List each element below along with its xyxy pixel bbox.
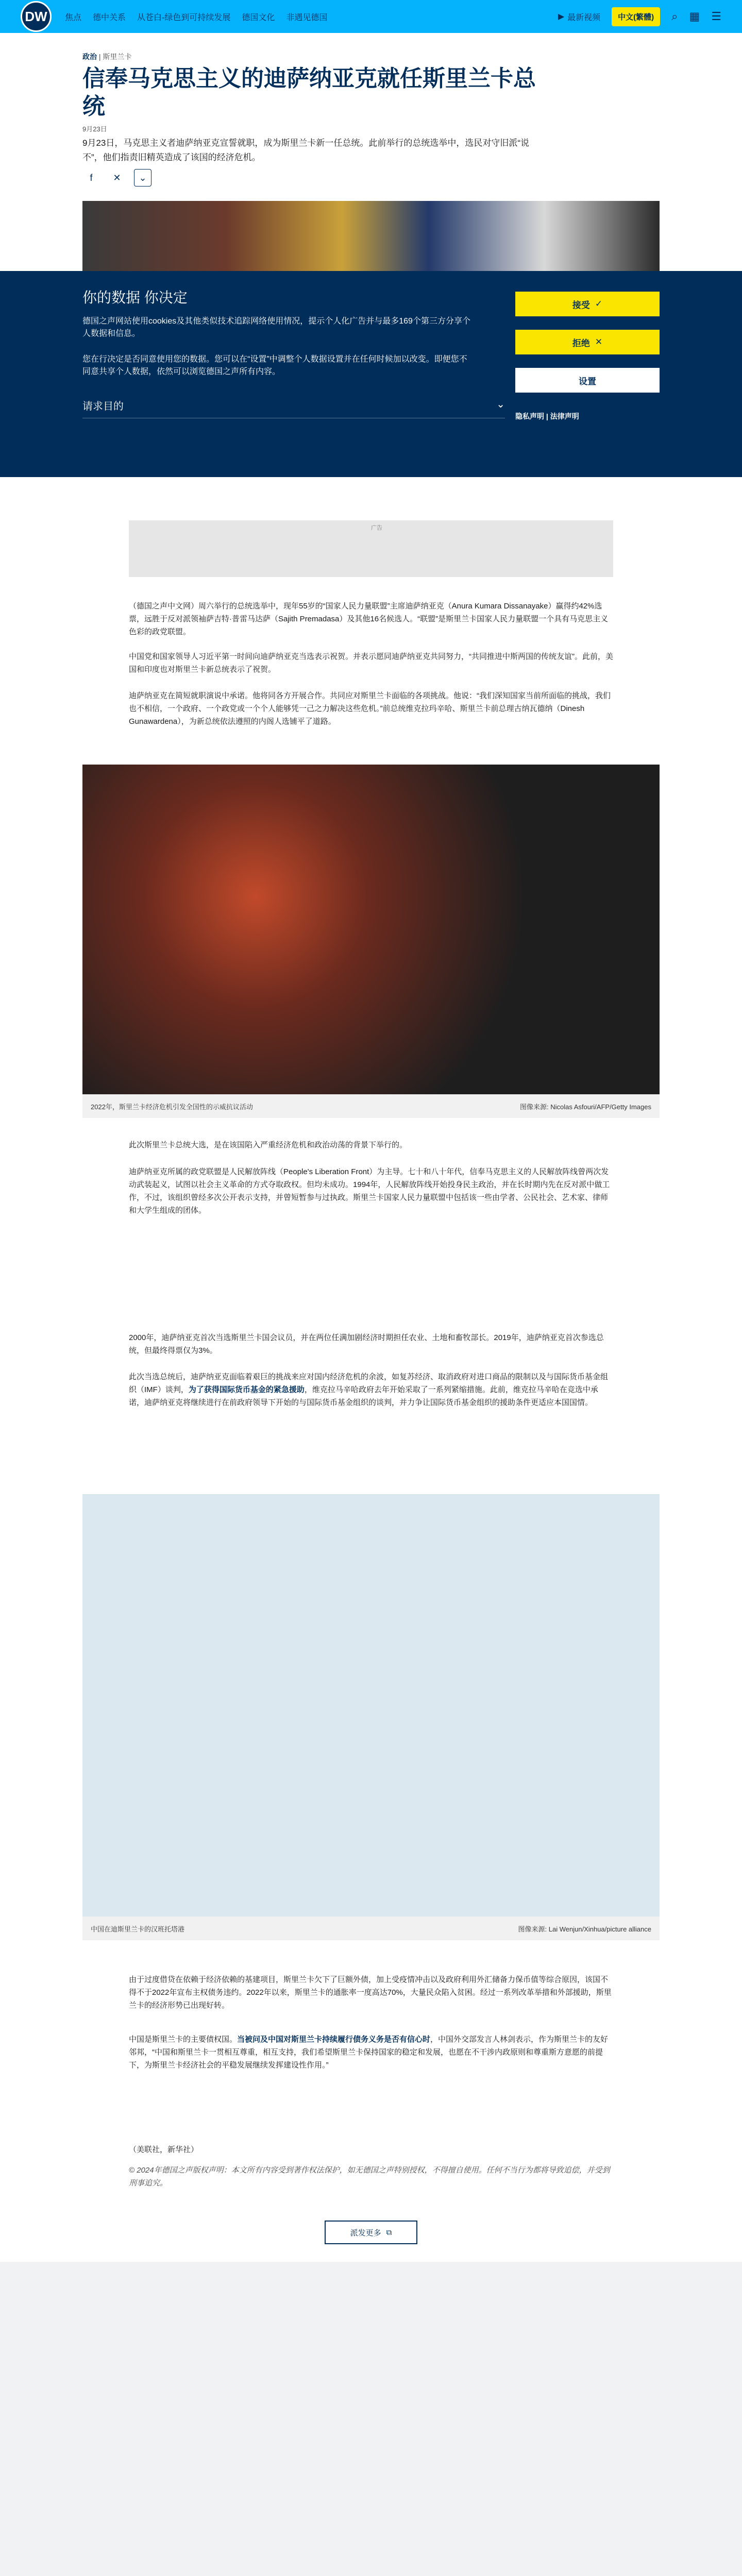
article-title: 信奉马克思主义的迪萨纳亚克就任斯里兰卡总统 [82,65,536,120]
privacy-links[interactable]: 隐私声明 | 法律声明 [515,412,579,420]
search-icon[interactable]: ⌕ [671,10,678,23]
article-date: 9月23日 [82,125,107,133]
nav-item-germany[interactable]: 非遇见德国 [286,13,328,22]
china-debt-link[interactable]: 当被问及中国对斯里兰卡持续履行债务义务是否有信心时 [237,2035,431,2044]
chevron-down-icon[interactable]: ⌄ [134,169,151,187]
cookie-consent-banner [0,271,742,477]
embedded-media[interactable] [82,1494,660,1917]
kicker-separator: | [98,53,103,61]
accept-label: 接受 [572,300,590,310]
article-kicker [82,52,131,62]
copy-icon: ⧉ [386,2228,392,2237]
paragraph-5: 迪萨纳亚克所属的政党联盟是人民解放阵线（People's Liberation Front）为主导。七十和八十年代，信奉马克思主义的人民解放阵线曾两次发动武装起义，试图以社会主义革命的方式夺取政权。但均未成功。1994年，人民解放阵线开始投身民主政治，并在长时期内先在反对派中做工作，不过，该组织曾经多次公开表示支持，并曾短暂参与过执政。斯里兰卡国家人民力量联盟中包括该一些由学者、公民社会、艺术家、律师和大学生组成的团体。 [129,1167,610,1215]
kicker-category[interactable]: 政治 [82,53,97,61]
more-button[interactable] [325,2221,417,2244]
nav-item-relations[interactable]: 德中关系 [93,13,126,22]
caption-credit: 图像来源: Nicolas Asfouri/AFP/Getty Images [519,1103,651,1111]
dw-logo[interactable]: DW [21,1,52,32]
header-actions [558,7,721,26]
paragraph-3: 迪萨纳亚克在简短就职演说中承诺。他将同各方开展合作。共同应对斯里兰卡面临的各项挑战。他说：“我们深知国家当前所面临的挑战，我们也不相信，一个政府、一个政党或一个个人能够凭一己之力解决这些危机。”前总统维克拉玛辛哈、斯里兰卡前总理古纳瓦德纳（Dinesh Gunawardena），为新总统依法遵照的内阁人选铺平了道路。 [129,691,611,726]
nav-item-culture[interactable]: 德国文化 [242,13,275,22]
check-icon: ✓ [595,299,603,309]
paragraph-9-text-a: 中国是斯里兰卡的主要债权国。 [129,2035,238,2044]
protest-photo [82,765,660,1094]
advertisement[interactable] [129,520,613,577]
settings-button[interactable]: 设置 [515,368,660,393]
paragraph-9 [129,2033,613,2072]
ad-label: 广告 [371,525,382,531]
reject-button[interactable] [515,330,660,354]
paragraph-6: 2000年，迪萨纳亚克首次当选斯里兰卡国会议员，并在两位任满加剧经济时期担任农业、土地和畜牧部长。2019年，迪萨纳亚克首次参选总统，但最终得票仅为3%。 [129,1333,604,1355]
paragraph-7-text-a: 此次当选总统后，迪萨纳亚克面临着艰巨的挑战来应对国内经济危机的余波，如复苏经济、取消政府对进口商品的限制以及与国际货币基金组织（IMF）谈判， [129,1372,609,1394]
paragraph-1: （德国之声中文网）周六举行的总统选举中，现年55岁的“国家人民力量联盟”主席迪萨纳亚克（Anura Kumara Dissanayake）赢得约42%选票，远胜于反对派领袖萨吉特·普雷马达萨（Sajith Premadasa）及其他16名候选人。“联盟”是斯里兰卡国家人民力量联盟一个具有马克思主义色彩的政党联盟。 [129,602,609,636]
language-button[interactable]: 中文(繁體) [612,7,660,26]
cookie-text-2: 您在行决定是否同意使用您的数据。您可以在“设置”中调整个人数据设置并在任何时候加以改变。即便您不同意共享个人数据，依然可以浏览德国之声所有内容。 [82,355,467,376]
kicker-subcategory[interactable]: 斯里兰卡 [103,53,132,61]
chevron-down-icon: ⌄ [496,399,505,410]
cookie-buttons [515,292,660,393]
caption-credit: 图像来源: Lai Wenjun/Xinhua/picture alliance [518,1925,651,1933]
photo-caption-1 [82,1094,660,1118]
photo-caption-2 [82,1917,660,1940]
paragraph-7 [129,1370,613,1409]
accept-button[interactable] [515,292,660,316]
menu-icon[interactable]: ☰ [711,10,721,23]
copyright-notice: © 2024年德国之声版权声明：本文所有内容受到著作权法保护，如无德国之声特别授权，不得擅自使用。任何不当行为都将导致追偿，并受到刑事追究。 [129,2166,610,2188]
share-bar [82,169,151,187]
video-icon: ▶ [558,12,565,21]
main-nav [65,11,558,23]
close-icon: ✕ [595,337,603,347]
more-label: 派发更多 [350,2228,381,2238]
imf-aid-link[interactable]: 为了获得国际货币基金的紧急援助 [188,1385,305,1394]
sources: （美联社，新华社） [129,2145,199,2154]
cookie-title: 你的数据 你决定 [82,290,188,306]
content-spacer [0,2262,742,2576]
paragraph-2: 中国党和国家领导人习近平第一时间向迪萨纳亚克当选表示祝贺。并表示愿同迪萨纳亚克共同努力，“共同推进中斯两国的传统友谊”。此前，美国和印度也对斯里兰卡新总统表示了祝贺。 [129,652,613,674]
latest-video-label: 最新视频 [567,13,601,22]
paragraph-7-text-b: ，维克拉马辛哈政府去年开始采取了一系列紧缩措施。此前，维克拉马辛哈在竞选中承诺，迪萨纳亚克将继续进行在前政府领导下开始的与国际货币基金组织的谈判，并力争让国际货币基金组织的援助条件更适应本国国情。 [129,1385,598,1407]
nav-item-focus[interactable]: 焦点 [65,13,82,22]
paragraph-8: 由于过度借贷在依赖于经济依赖的基建项目，斯里兰卡欠下了巨额外债，加上受疫情冲击以及政府利用外汇储备力保币值等综合原因，该国不得不于2022年宣布主权债务违约。2022年以来，斯里兰卡的通胀率一度高达70%，大量民众陷入贫困。经过一系列改革举措和外部援助，斯里兰卡的经济形势已出现好转。 [129,1975,612,2010]
cookie-purposes-label: 请求目的 [82,401,124,412]
latest-video-link[interactable] [558,11,600,23]
reject-label: 拒绝 [572,338,590,348]
top-navigation-bar [0,0,742,33]
facebook-icon[interactable]: f [90,172,93,183]
nav-item-green[interactable]: 从苍白-绿色到可持续发展 [137,13,231,22]
caption-text: 2022年，斯里兰卡经济危机引发全国性的示威抗议活动 [91,1103,253,1111]
x-icon[interactable]: ✕ [113,172,121,183]
caption-text: 中国在迪斯里兰卡的汉班托塔港 [91,1925,185,1933]
cookie-text-1: 德国之声网站使用cookies及其他类似技术追踪网络使用情况，提示个人化广告并与最多169个第三方分享个人数据和信息。 [82,317,470,338]
grid-icon[interactable]: ▦ [689,10,700,23]
paragraph-4: 此次斯里兰卡总统大选，是在该国陷入严重经济危机和政治动荡的背景下举行的。 [129,1141,408,1149]
cookie-purposes-toggle[interactable] [82,398,505,418]
article-lead: 9月23日，马克思主义者迪萨纳亚克宣誓就职，成为斯里兰卡新一任总统。此前举行的总统选举中，选民对守旧派“说不”，他们指责旧精英造成了该国的经济危机。 [82,138,530,162]
paragraph-9-text-b: ，中国外交部发言人林剑表示，作为斯里兰卡的友好邻邦，“中国和斯里兰卡一贯相互尊重，相互支持，我们希望斯里兰卡保持国家的稳定和发展，也愿在不干涉内政原则和尊重斯方意愿的前提下，为斯里兰卡经济社会的平稳发展继续发挥建设性作用。” [129,2035,609,2070]
